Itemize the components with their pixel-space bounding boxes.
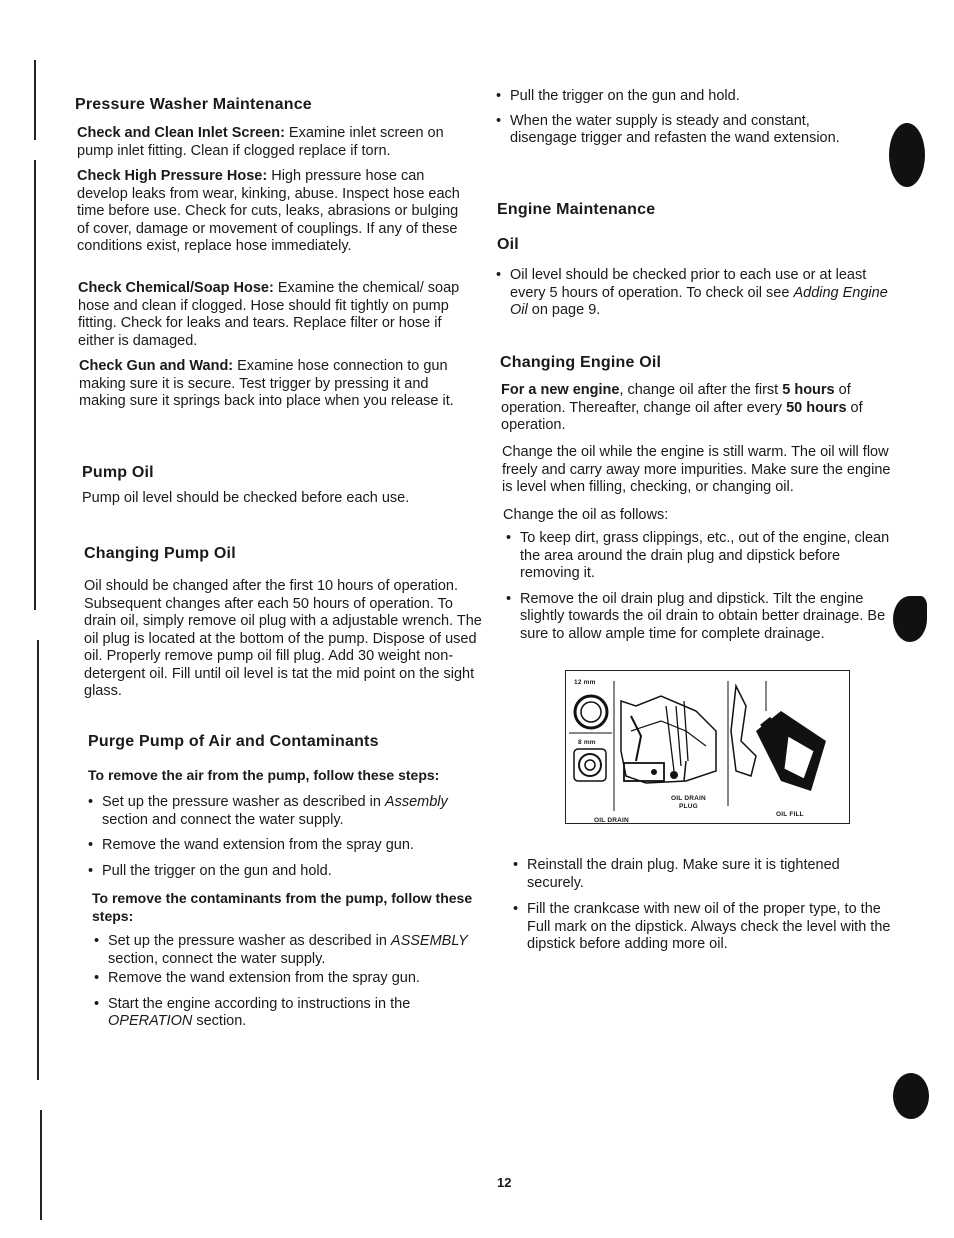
- inlet-screen-text: Examine inlet screen on pump inlet fitting. Clean if clogged replace if torn.: [77, 125, 444, 159]
- scan-edge-line: [37, 640, 39, 1080]
- oil-check-ref: Adding Engine Oil: [510, 284, 888, 318]
- page-number: 12: [497, 1175, 512, 1190]
- paragraph-inlet-screen: [77, 125, 467, 160]
- cont-step-3-tail: section.: [192, 1013, 247, 1029]
- oil-check-tail: on page 9.: [527, 302, 601, 318]
- section-title-pump-oil: Pump Oil: [82, 464, 154, 481]
- oil-drain-figure: [565, 670, 850, 824]
- label-8mm: 8 mm: [578, 739, 596, 746]
- gun-and-wand-text: Examine hose connection to gun making sure it is secure. Test trigger by pressing it and making sure it springs back into place when you release it.: [79, 358, 454, 409]
- binder-hole: [893, 1073, 929, 1119]
- label-oil-drain-plug-line2: PLUG: [679, 803, 698, 810]
- paragraph-chemical-hose: [78, 280, 468, 350]
- pump-oil-text: Pump oil level should be checked before each use.: [82, 490, 410, 506]
- cont-step-3-text: Start the engine according to instructions in the: [108, 995, 411, 1012]
- label-oil-drain-plug: [671, 795, 706, 811]
- section-title-changing-engine-oil: Changing Engine Oil: [500, 354, 662, 371]
- warm-engine-paragraph: Change the oil while the engine is still warm. The oil will flow freely and carry away more impurities. Make sure the engine is level when filling, checking, or changing oil.: [502, 444, 891, 495]
- section-title-oil: Oil: [497, 236, 519, 253]
- air-steps-list: [82, 794, 482, 880]
- list-item: • Remove the oil drain plug and dipstick. Tilt the engine slightly towards the oil drain to obtain better drainage. Be sure to allow ample time for complete drainage.: [500, 591, 895, 644]
- list-item: • Remove the wand extension from the spray gun.: [82, 837, 482, 855]
- new-engine-text-2: of operation. Thereafter, change oil after every: [501, 382, 851, 416]
- air-steps-title: To remove the air from the pump, follow these steps:: [88, 767, 440, 783]
- list-item: • Reinstall the drain plug. Make sure it is tightened securely.: [507, 857, 897, 892]
- after-drain-steps: [507, 857, 897, 954]
- inlet-screen-lead: Check and Clean Inlet Screen:: [77, 125, 285, 141]
- air-step-1-ref: Assembly: [384, 794, 448, 810]
- new-engine-hours-1: 5 hours: [782, 382, 835, 398]
- cont-step-1-text: Set up the pressure washer as described in: [108, 933, 391, 949]
- high-pressure-hose-text: High pressure hose can develop leaks from wear, kinking, abuse. Inspect hose each time before use. Check for cuts, leaks, abrasions or bulging of cover, damage or movement of couplings. If any of these conditions exist, replace hose immediately.: [77, 168, 460, 254]
- new-engine-paragraph: [501, 382, 896, 435]
- label-oil-fill: OIL FILL: [776, 811, 804, 818]
- list-item: • To keep dirt, grass clippings, etc., out of the engine, clean the area around the drain plug and dipstick before removing it.: [500, 530, 895, 583]
- contaminant-steps-list: [88, 933, 468, 1031]
- chemical-hose-text: Examine the chemical/ soap hose and clean if clogged. Hose should fit tightly on pump fitting. Check for leaks and tears. Replace filter or hose if either is damaged.: [78, 280, 460, 349]
- scan-edge-line: [40, 1110, 42, 1220]
- list-item: [88, 996, 468, 1031]
- contaminant-steps-title: To remove the contaminants from the pump, follow these steps:: [92, 890, 473, 924]
- new-engine-text-3: of operation.: [501, 399, 863, 433]
- scan-edge-line: [34, 160, 36, 610]
- list-item: • Pull the trigger on the gun and hold.: [82, 863, 482, 881]
- cont-step-3-ref: OPERATION: [108, 1013, 193, 1029]
- label-oil-drain-plug-line1: OIL DRAIN: [671, 795, 706, 802]
- cont-step-1-tail: section, connect the water supply.: [108, 950, 326, 967]
- engine-oil-steps: [500, 530, 895, 643]
- binder-hole: [893, 596, 927, 642]
- changing-pump-oil-text: Oil should be changed after the first 10 hours of operation. Subsequent changes after each 50 hours of operation. To drain oil, simply remove oil plug with a adjustable wrench. The oil plug is located at the bottom of the pump. Dispose of used oil. Properly remove pump oil fill plug. Add 30 weight non-detergent oil. Fill until oil level is tat the mid point on the sight glass.: [84, 578, 482, 699]
- list-item: [490, 267, 895, 320]
- section-title-engine-maintenance: Engine Maintenance: [497, 201, 656, 218]
- high-pressure-hose-lead: Check High Pressure Hose:: [77, 168, 268, 184]
- list-item: • When the water supply is steady and constant, disengage trigger and refasten the wand extension.: [490, 113, 875, 148]
- new-engine-text-1: , change oil after the first: [619, 382, 783, 398]
- section-title-purge-pump: Purge Pump of Air and Contaminants: [88, 733, 379, 750]
- right-top-bullets: [490, 88, 875, 148]
- new-engine-lead: For a new engine: [501, 382, 620, 398]
- air-step-1-text: Set up the pressure washer as described in: [102, 794, 385, 810]
- list-item: • Remove the wand extension from the spray gun.: [88, 970, 468, 988]
- oil-check-text: Oil level should be checked prior to each use or at least every 5 hours of operation. To check oil see: [510, 267, 867, 301]
- paragraph-high-pressure-hose: [77, 168, 467, 256]
- change-as-follows: Change the oil as follows:: [503, 507, 669, 523]
- scan-edge-line: [34, 60, 36, 140]
- binder-hole: [889, 123, 925, 187]
- list-item: [82, 794, 482, 829]
- list-item: • Pull the trigger on the gun and hold.: [490, 88, 875, 106]
- section-title-pressure-washer: Pressure Washer Maintenance: [75, 96, 312, 113]
- label-12mm: 12 mm: [574, 679, 596, 686]
- section-title-changing-pump-oil: Changing Pump Oil: [84, 545, 236, 562]
- cont-step-1-ref: ASSEMBLY: [390, 933, 468, 949]
- oil-check-list: [490, 267, 895, 320]
- gun-and-wand-lead: Check Gun and Wand:: [79, 358, 234, 374]
- new-engine-hours-2: 50 hours: [786, 399, 847, 416]
- chemical-hose-lead: Check Chemical/Soap Hose:: [78, 280, 274, 296]
- list-item: [88, 933, 468, 968]
- list-item: • Fill the crankcase with new oil of the proper type, to the Full mark on the dipstick. Always check the level with the dipstick before adding more oil.: [507, 901, 897, 954]
- engine-illustration: [566, 671, 849, 823]
- paragraph-gun-and-wand: [79, 358, 471, 411]
- label-oil-drain: OIL DRAIN: [594, 817, 629, 824]
- air-step-1-tail: section and connect the water supply.: [102, 811, 344, 828]
